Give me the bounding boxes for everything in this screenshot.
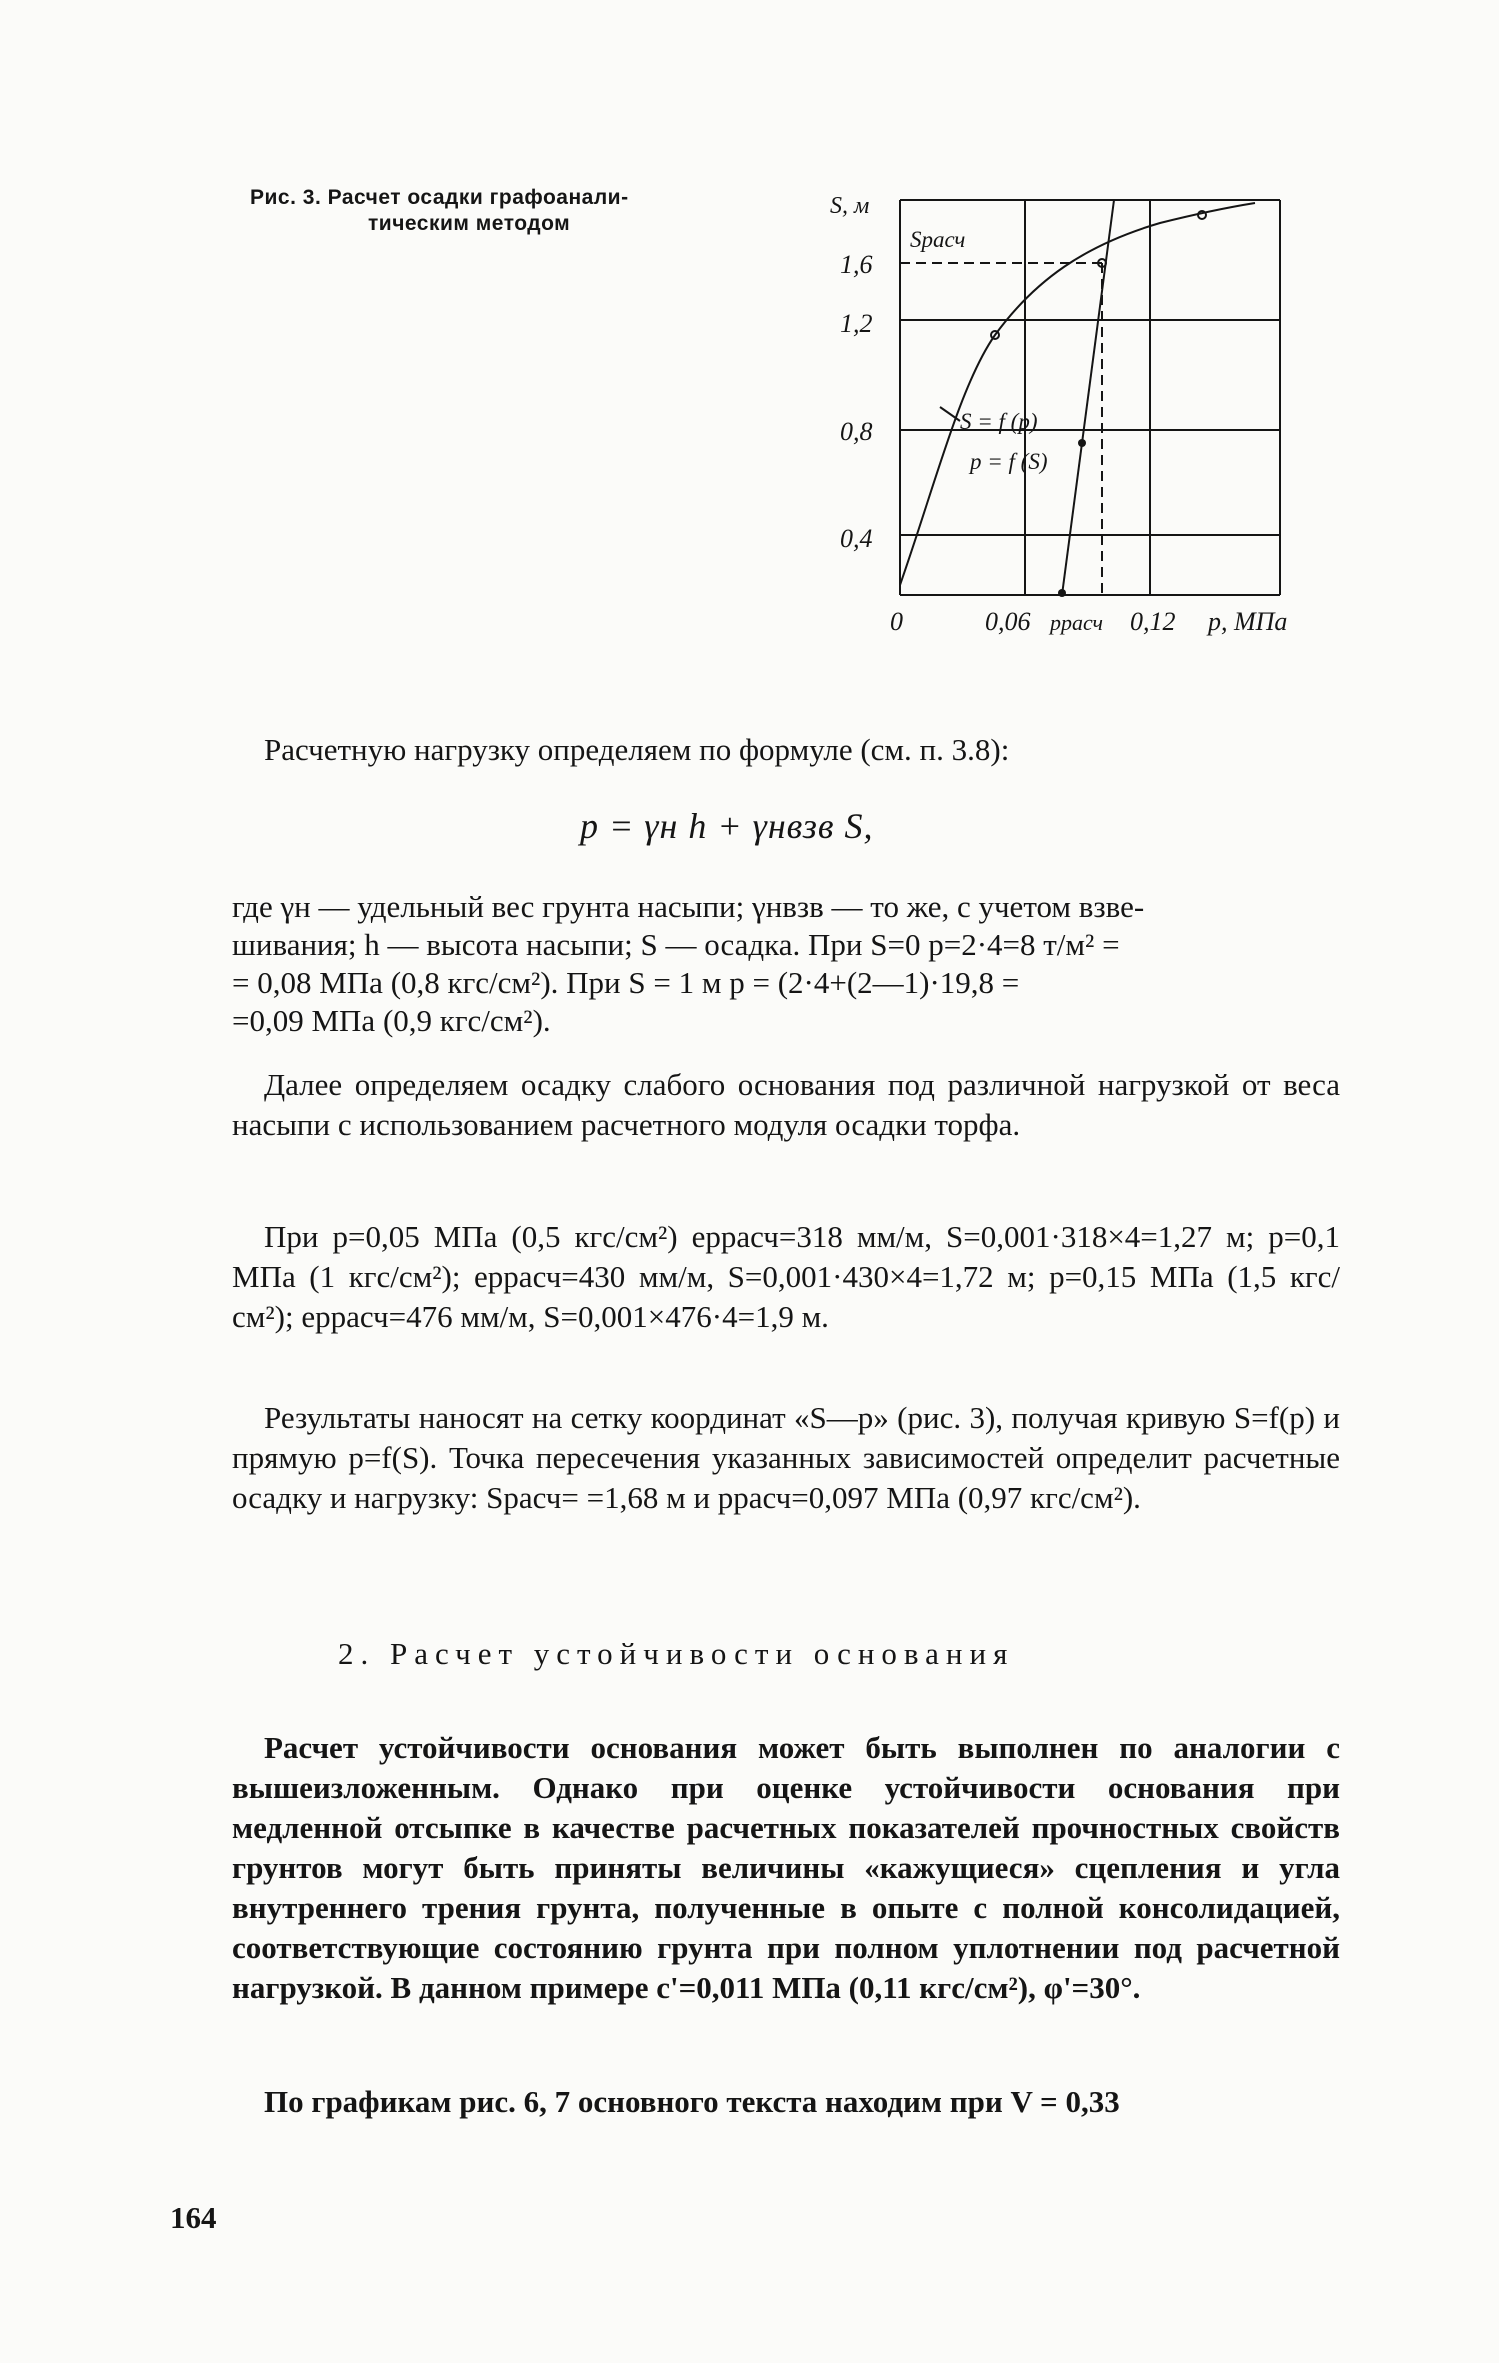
paragraph-intro: Расчетную нагрузку определяем по формуле (см. п. 3.8): xyxy=(264,732,1010,767)
formula: p = γн h + γнвзв S, xyxy=(580,806,874,846)
y-axis-label: S, м xyxy=(830,193,870,219)
definitions-line-2: шивания; h — высота насыпи; S — осадка. При S=0 p=2·4=8 т/м² = xyxy=(232,927,1120,962)
y-tick-0-4: 0,4 xyxy=(840,524,873,553)
paragraph-graphs: По графикам рис. 6, 7 основного текста находим при V = 0,33 xyxy=(264,2084,1120,2119)
caption-line-1: Рис. 3. Расчет осадки графоанали- xyxy=(250,186,629,209)
data-points xyxy=(991,211,1206,597)
curve1-label: S = f (p) xyxy=(960,409,1038,434)
paragraph-results: Результаты наносят на сетку координат «S—p» (рис. 3), получая кривую S=f(p) и прямую p=f(S). Точка пересечения указанных зависимостей определит расчетные осадку и нагрузку: Sрасч= =1,68 м и pрасч=0,097 МПа (0,97 кгс/см²). xyxy=(232,1400,1340,1515)
x-tick-p-calc: pрасч xyxy=(1050,610,1103,635)
definitions-line-3: = 0,08 МПа (0,8 кгс/см²). При S = 1 м p = (2·4+(2—1)·19,8 = xyxy=(232,965,1020,1000)
x-axis-label: p, МПа xyxy=(1208,607,1288,636)
data-point xyxy=(1078,439,1086,447)
y-tick-1-6: 1,6 xyxy=(840,250,873,279)
x-tick-0-12: 0,12 xyxy=(1130,607,1176,636)
paragraph-definitions xyxy=(232,888,1340,1040)
paragraph-stability: Расчет устойчивости основания может быть выполнен по аналогии с вышеизложенным. Однако при оценке устойчивости основания при медленной отсыпке в качестве расчетных показателей прочностных свойств грунтов могут быть приняты величины «кажущиеся» сцепления и угла внутреннего трения грунта, полученные в опыте с полной консолидацией, соответствующие состоянию грунта при полном уплотнении под расчетной нагрузкой. В данном примере c'=0,011 МПа (0,11 кгс/см²), φ'=30°. xyxy=(232,1730,1340,2005)
paragraph-settlement: Далее определяем осадку слабого основания под различной нагрузкой от веса насыпи с использованием расчетного модуля осадки торфа. xyxy=(232,1067,1340,1142)
origin-label: 0 xyxy=(890,607,903,636)
definitions-line-1: где γн — удельный вес грунта насыпи; γнвзв — то же, с учетом взве- xyxy=(232,889,1145,924)
x-tick-0-06: 0,06 xyxy=(985,607,1031,636)
data-point xyxy=(1058,589,1066,597)
y-tick-1-2: 1,2 xyxy=(840,309,873,338)
y-tick-0-8: 0,8 xyxy=(840,417,873,446)
curve-s-of-p xyxy=(900,203,1255,585)
curve2-label: p = f (S) xyxy=(970,449,1048,474)
definitions-line-4: =0,09 МПа (0,9 кгс/см²). xyxy=(232,1003,551,1038)
paragraph-calculation: При p=0,05 МПа (0,5 кгс/см²) eррасч=318 мм/м, S=0,001·318×4=1,27 м; p=0,1 МПа (1 кгс/см²); eррасч=430 мм/м, S=0,001·430×4=1,72 м; p=0,15 МПа (1,5 кгс/см²); eррасч=476 мм/м, S=0,001×476·4=1,9 м. xyxy=(232,1219,1340,1334)
figure-caption xyxy=(250,185,770,237)
s-calc-label: Sрасч xyxy=(910,227,966,252)
section-heading: 2. Расчет устойчивости основания xyxy=(338,1636,1015,1671)
page-number: 164 xyxy=(170,2200,217,2235)
caption-line-2: тическим методом xyxy=(368,212,571,235)
settlement-chart xyxy=(810,185,1340,645)
